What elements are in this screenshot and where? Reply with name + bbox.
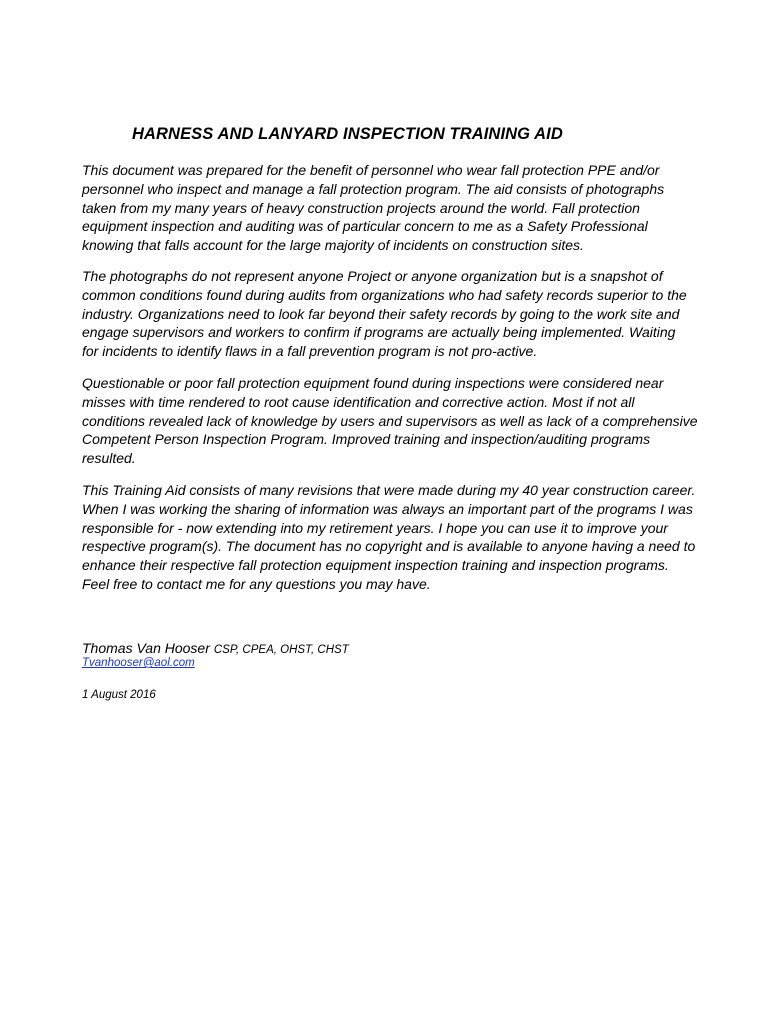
paragraph-line: This document was prepared for the benefit of personnel who wear fall protection PPE and/or [82, 162, 660, 178]
signature-block [82, 640, 349, 658]
paragraph-line: The photographs do not represent anyone Project or anyone organization but is a snapshot of [82, 268, 663, 284]
intro-paragraph [82, 161, 702, 255]
paragraph-line: equipment inspection and auditing was of particular concern to me as a Safety Professional [82, 218, 648, 235]
paragraph-line: taken from my many years of heavy construction projects around the world. Fall protection [82, 199, 640, 216]
paragraph-line: Questionable or poor fall protection equipment found during inspections were considered near [82, 375, 664, 391]
paragraph-line: for incidents to identify flaws in a fall prevention program is not pro-active. [82, 343, 538, 360]
inspection-findings-paragraph [82, 374, 702, 468]
paragraph-line: responsible for - now extending into my retirement years. I hope you can use it to improve your [82, 519, 668, 536]
paragraph-line: enhance their respective fall protection equipment inspection training and inspection programs. [82, 557, 669, 574]
paragraph-line: engage supervisors and workers to confirm if programs are actually being implemented. Waiting [82, 324, 676, 341]
author-email-link[interactable]: Tvanhooser@aol.com [82, 657, 195, 669]
paragraph-line: resulted. [82, 450, 136, 467]
author-name: Thomas Van Hooser [82, 640, 210, 656]
paragraph-line: respective program(s). The document has no copyright and is available to anyone having a need to [82, 538, 696, 555]
paragraph-line: knowing that falls account for the large majority of incidents on construction sites. [82, 237, 584, 254]
paragraph-line: misses with time rendered to root cause identification and corrective action. Most if not all [82, 393, 635, 410]
training-aid-paragraph [82, 481, 702, 594]
paragraph-line: This Training Aid consists of many revisions that were made during my 40 year construction career. [82, 482, 696, 498]
paragraph-line: Feel free to contact me for any questions you may have. [82, 575, 431, 592]
paragraph-line: industry. Organizations need to look far beyond their safety records by going to the work site and [82, 305, 680, 322]
document-title: HARNESS AND LANYARD INSPECTION TRAINING AID [132, 125, 563, 143]
paragraph-line: personnel who inspect and manage a fall protection program. The aid consists of photographs [82, 180, 665, 197]
paragraph-line: Competent Person Inspection Program. Improved training and inspection/auditing programs [82, 431, 651, 448]
paragraph-line: common conditions found during audits from organizations who had safety records superior to the [82, 286, 687, 303]
photographs-paragraph [82, 267, 702, 361]
document-date: 1 August 2016 [82, 689, 156, 701]
author-credentials: CSP, CPEA, OHST, CHST [213, 644, 349, 656]
paragraph-line: conditions revealed lack of knowledge by users and supervisors as well as lack of a comprehensive [82, 412, 698, 429]
paragraph-line: When I was working the sharing of information was always an important part of the programs I was [82, 500, 693, 517]
